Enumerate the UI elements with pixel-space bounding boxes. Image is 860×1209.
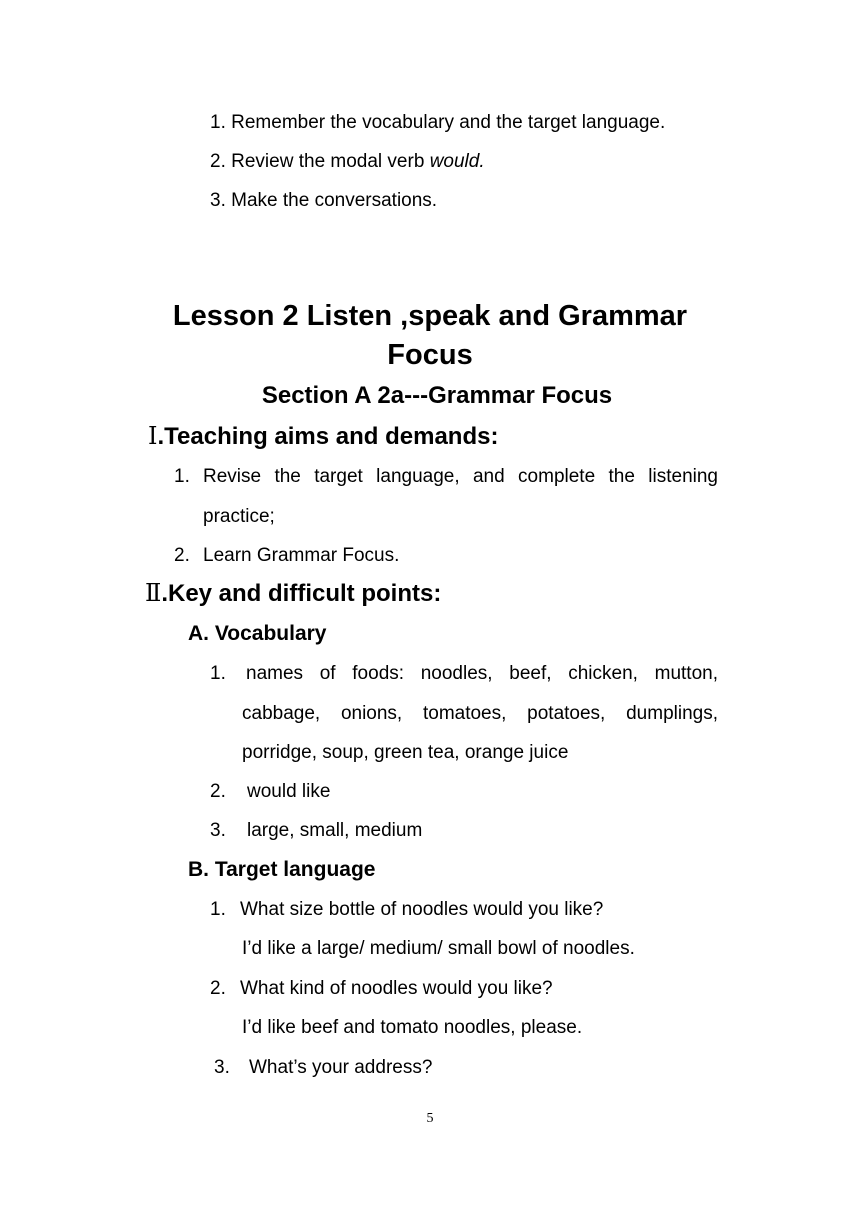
target-item-2-number: 2.: [210, 978, 226, 999]
review-item-3: [210, 189, 437, 213]
review-item-text: Remember the vocabulary and the target language.: [231, 112, 666, 133]
lesson-title-line2: Focus: [387, 339, 473, 371]
section1-numeral: Ⅰ: [148, 422, 158, 450]
page-number: 5: [426, 1111, 434, 1126]
target-item-1-question: What size bottle of noodles would you like?: [240, 899, 604, 920]
section2-heading-text: .Key and difficult points:: [161, 580, 442, 607]
review-item-italic: would.: [429, 151, 485, 172]
review-item-text: Make the conversations.: [231, 190, 438, 211]
review-item-number: 2.: [210, 151, 226, 172]
vocab-item-2-number: 2.: [210, 781, 226, 802]
vocab-item-1-line3: porridge, soup, green tea, orange juice: [242, 742, 569, 763]
vocab-item-1-number: 1.: [210, 663, 226, 684]
section2-heading: [145, 578, 441, 609]
target-item-2-question: What kind of noodles would you like?: [240, 978, 553, 999]
target-item-3-number: 3.: [214, 1057, 230, 1078]
vocabulary-heading: A. Vocabulary: [188, 622, 327, 645]
vocab-item-2-line1: would like: [247, 781, 331, 802]
vocab-item-1-line2: cabbage, onions, tomatoes, potatoes, dumplings,: [242, 703, 718, 724]
section1-heading-text: .Teaching aims and demands:: [157, 423, 499, 450]
section1-item-1-line1: Revise the target language, and complete the listening: [203, 466, 718, 487]
vocab-item-3-number: 3.: [210, 820, 226, 841]
target-item-1-number: 1.: [210, 899, 226, 920]
review-item-2: [210, 150, 485, 174]
section1-item-1-number: 1.: [174, 466, 190, 487]
review-item-number: 3.: [210, 190, 226, 211]
target-item-2-answer: I’d like beef and tomato noodles, please.: [242, 1017, 583, 1038]
review-item-number: 1.: [210, 112, 226, 133]
review-item-text: Review the modal verb: [231, 151, 430, 172]
section1-heading: [148, 421, 498, 452]
vocab-item-1-line1: names of foods: noodles, beef, chicken, mutton,: [246, 663, 718, 684]
section2-numeral: Ⅱ: [145, 579, 162, 607]
review-item-1: [210, 111, 665, 135]
target-item-1-answer: I’d like a large/ medium/ small bowl of noodles.: [242, 938, 635, 959]
vocab-item-3-line1: large, small, medium: [247, 820, 423, 841]
section1-item-2-number: 2.: [174, 545, 190, 566]
section1-item-2-line1: Learn Grammar Focus.: [203, 545, 400, 566]
lesson-title-line1: Lesson 2 Listen ,speak and Grammar: [172, 300, 688, 332]
lesson-subtitle: Section A 2a---Grammar Focus: [261, 382, 613, 409]
section1-item-1-line2: practice;: [203, 506, 275, 527]
target-language-heading: B. Target language: [188, 858, 376, 881]
target-item-3-question: What’s your address?: [249, 1057, 433, 1078]
